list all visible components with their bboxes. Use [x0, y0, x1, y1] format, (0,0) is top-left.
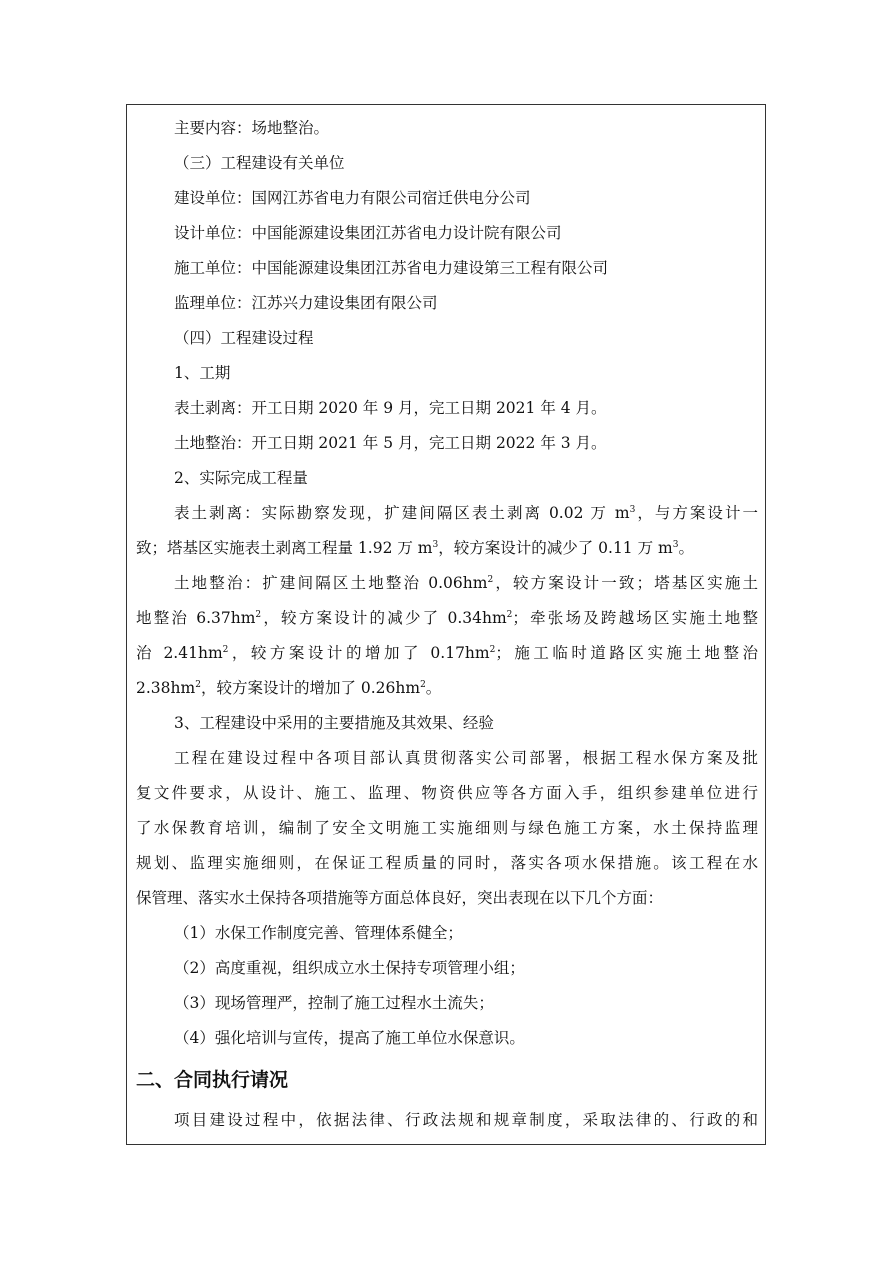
text-segment: ，较方案设计的增加了 0.26hm — [200, 679, 421, 697]
text-line: 建设单位：国网江苏省电力有限公司宿迁供电分公司 — [174, 189, 531, 207]
paragraph-line — [136, 643, 758, 663]
superscript: 3 — [629, 504, 636, 515]
paragraph-line — [174, 503, 758, 523]
text-line: 土地整治：开工日期 2021 年 5 月，完工日期 2022 年 3 月。 — [174, 434, 607, 452]
text-segment: 土地整治：扩建间隔区土地整治 0.06hm — [174, 574, 488, 592]
paragraph-line — [174, 573, 758, 593]
paragraph-line — [136, 608, 758, 628]
list-item: （3）现场管理严，控制了施工过程水土流失； — [174, 994, 494, 1012]
paragraph-line: 保管理、落实水土保持各项措施等方面总体良好，突出表现在以下几个方面： — [136, 889, 664, 907]
superscript: 3 — [672, 539, 679, 550]
superscript: 2 — [420, 679, 426, 690]
text-segment: 治 2.41hm — [136, 644, 223, 662]
section-heading: （四）工程建设过程 — [174, 329, 314, 347]
superscript: 2 — [487, 574, 494, 585]
superscript: 2 — [222, 644, 229, 655]
paragraph-line: 复文件要求，从设计、施工、监理、物资供应等各方面入手，组织参建单位进行 — [136, 784, 758, 802]
text-line: 监理单位：江苏兴力建设集团有限公司 — [174, 294, 438, 312]
text-segment: ，与方案设计一 — [635, 504, 758, 522]
superscript: 2 — [489, 644, 496, 655]
text-segment: ，较方案设计的减少了 0.11 万 m — [438, 539, 673, 557]
text-line: 施工单位：中国能源建设集团江苏省电力建设第三工程有限公司 — [174, 259, 609, 277]
section-heading: （三）工程建设有关单位 — [174, 154, 345, 172]
text-segment: 致；塔基区实施表土剥离工程量 1.92 万 m — [136, 539, 433, 557]
text-segment: ；牵张场及跨越场区实施土地整 — [512, 609, 758, 627]
paragraph-line: 规划、监理实施细则，在保证工程质量的同时，落实各项水保措施。该工程在水 — [136, 854, 758, 872]
text-segment: 。 — [678, 539, 694, 557]
text-segment: 表土剥离：实际勘察发现，扩建间隔区表土剥离 0.02 万 m — [174, 504, 630, 522]
text-segment: ；施工临时道路区实施土地整治 — [495, 644, 758, 662]
superscript: 2 — [195, 679, 201, 690]
paragraph-line: 了水保教育培训，编制了安全文明施工实施细则与绿色施工方案，水土保持监理 — [136, 819, 758, 837]
text-line: 设计单位：中国能源建设集团江苏省电力设计院有限公司 — [174, 224, 562, 242]
subsection-heading: 3、工程建设中采用的主要措施及其效果、经验 — [174, 714, 494, 732]
paragraph-line — [136, 538, 758, 558]
superscript: 2 — [255, 609, 262, 620]
paragraph-line: 项目建设过程中，依据法律、行政法规和规章制度，采取法律的、行政的和 — [174, 1111, 758, 1129]
list-item: （2）高度重视，组织成立水土保持专项管理小组； — [174, 959, 525, 977]
text-line: 表土剥离：开工日期 2020 年 9 月，完工日期 2021 年 4 月。 — [174, 399, 607, 417]
subsection-heading: 2、实际完成工程量 — [174, 469, 308, 487]
superscript: 3 — [432, 539, 439, 550]
text-segment: ，较方案设计的减少了 0.34hm — [261, 609, 507, 627]
text-segment: ，较方案设计的增加了 0.17hm — [228, 644, 490, 662]
superscript: 2 — [506, 609, 513, 620]
chapter-heading: 二、合同执行请况 — [136, 1069, 289, 1091]
text-segment: 2.38hm — [136, 679, 196, 697]
text-line: 主要内容：场地整治。 — [174, 119, 330, 137]
text-segment: 。 — [425, 679, 442, 697]
paragraph-line — [136, 678, 758, 698]
subsection-heading: 1、工期 — [174, 364, 231, 382]
list-item: （1）水保工作制度完善、管理体系健全； — [174, 924, 463, 942]
text-segment: ，较方案设计一致；塔基区实施土 — [493, 574, 758, 592]
list-item: （4）强化培训与宣传，提高了施工单位水保意识。 — [174, 1029, 525, 1047]
text-segment: 地整治 6.37hm — [136, 609, 256, 627]
paragraph-line: 工程在建设过程中各项目部认真贯彻落实公司部署，根据工程水保方案及批 — [174, 749, 758, 767]
